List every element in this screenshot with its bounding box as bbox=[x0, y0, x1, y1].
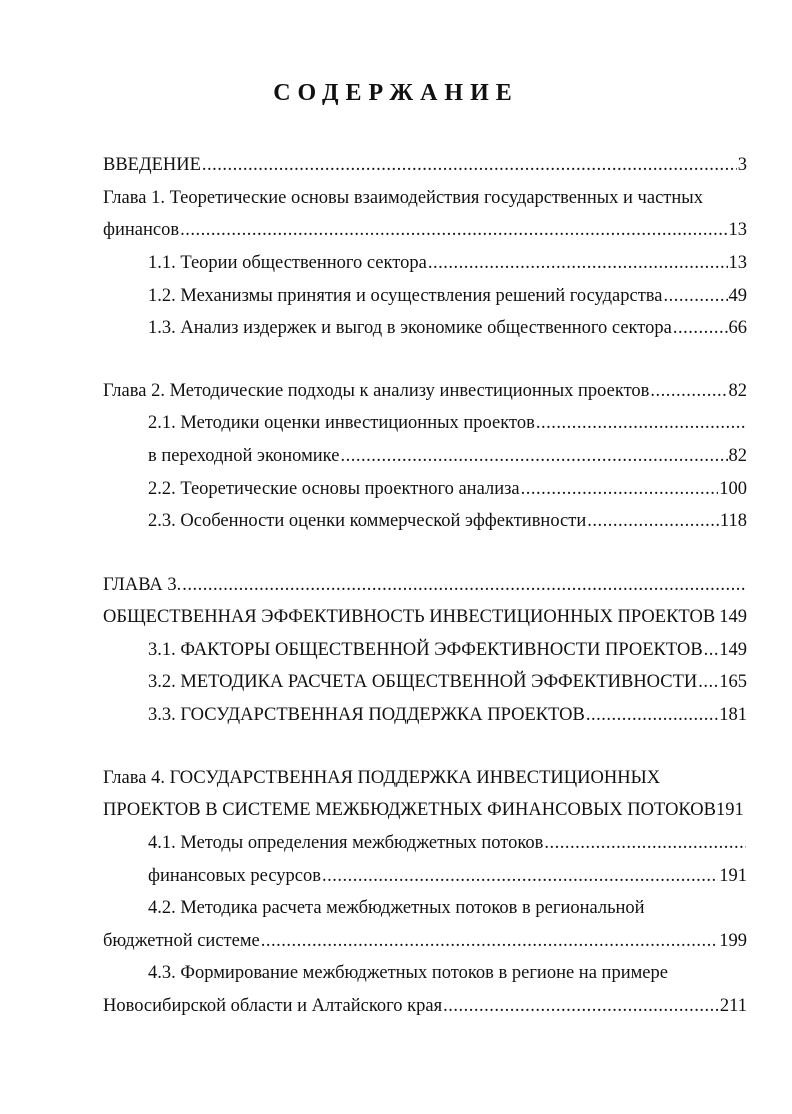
toc-entry-text: финансовых ресурсов bbox=[148, 866, 321, 886]
toc-entry-2-1-line1[interactable] bbox=[148, 410, 747, 436]
toc-entry-text: ПРОЕКТОВ В СИСТЕМЕ МЕЖБЮДЖЕТНЫХ ФИНАНСОВЫХ ПОТОКОВ bbox=[103, 800, 717, 820]
toc-entry-chapter-2[interactable] bbox=[103, 378, 747, 404]
toc-chapter-3-label[interactable] bbox=[103, 572, 747, 598]
toc-entry-text: ОБЩЕСТВЕННАЯ ЭФФЕКТИВНОСТЬ ИНВЕСТИЦИОННЫХ ПРОЕКТОВ bbox=[103, 607, 716, 627]
toc-entry-text: 4.1. Методы определения межбюджетных потоков bbox=[148, 833, 544, 853]
toc-page-number: 82 bbox=[728, 446, 747, 466]
toc-entry-text: ГЛАВА 3. bbox=[103, 575, 182, 595]
leader-dots bbox=[340, 443, 727, 469]
toc-entry-1-3[interactable] bbox=[148, 315, 747, 341]
toc-entry-text: 2.3. Особенности оценки коммерческой эффективности bbox=[148, 511, 587, 531]
toc-page-number: 211 bbox=[719, 996, 747, 1016]
leader-dots bbox=[704, 637, 719, 663]
toc-entry-introduction[interactable] bbox=[103, 152, 747, 178]
toc-entry-2-1[interactable] bbox=[148, 443, 747, 469]
toc-entry-text: 3.3. ГОСУДАРСТВЕННАЯ ПОДДЕРЖКА ПРОЕКТОВ bbox=[148, 705, 585, 725]
toc-page-number: 149 bbox=[719, 607, 747, 627]
toc-page-number: 199 bbox=[719, 931, 747, 951]
toc-page-number: 118 bbox=[719, 511, 747, 531]
leader-dots bbox=[202, 152, 737, 178]
leader-dots bbox=[322, 863, 718, 889]
toc-entry-3-3[interactable] bbox=[148, 702, 747, 728]
leader-dots bbox=[443, 993, 719, 1019]
leader-dots bbox=[650, 378, 727, 404]
toc-entry-3-1[interactable] bbox=[148, 637, 747, 663]
toc-entry-text: 3.1. ФАКТОРЫ ОБЩЕСТВЕННОЙ ЭФФЕКТИВНОСТИ ПРОЕКТОВ bbox=[148, 640, 703, 660]
toc-entry-text: 1.3. Анализ издержек и выгод в экономике общественного сектора bbox=[148, 318, 672, 338]
toc-entry-chapter-4[interactable] bbox=[103, 797, 747, 823]
toc-entry-text: ВВЕДЕНИЕ bbox=[103, 155, 201, 175]
toc-entry-text: 1.1. Теории общественного сектора bbox=[148, 253, 427, 273]
toc-chapter-4-title[interactable]: Глава 4. ГОСУДАРСТВЕННАЯ ПОДДЕРЖКА ИНВЕСТИЦИОННЫХ bbox=[103, 768, 661, 788]
toc-page-number: 13 bbox=[728, 220, 747, 240]
page-title: СОДЕРЖАНИЕ bbox=[273, 80, 519, 106]
toc-entry-text: 2.1. Методики оценки инвестиционных проектов bbox=[148, 413, 535, 433]
toc-page-number: 165 bbox=[719, 672, 747, 692]
toc-entry-text: 1.2. Механизмы принятия и осуществления решений государства bbox=[148, 286, 663, 306]
leader-dots bbox=[673, 315, 728, 341]
toc-page-number: 149 bbox=[719, 640, 747, 660]
toc-entry-text: 2.2. Теоретические основы проектного анализа bbox=[148, 479, 520, 499]
leader-dots bbox=[428, 250, 728, 276]
toc-entry-text: бюджетной системе bbox=[103, 931, 260, 951]
toc-entry-1-2[interactable] bbox=[148, 283, 747, 309]
toc-entry-4-1-line1[interactable] bbox=[148, 830, 747, 856]
toc-page-number: 181 bbox=[719, 705, 747, 725]
toc-page-number: 191 bbox=[716, 800, 744, 820]
toc-entry-4-3-line1[interactable]: 4.3. Формирование межбюджетных потоков в регионе на примере bbox=[148, 963, 668, 983]
leader-dots bbox=[536, 410, 746, 436]
leader-dots bbox=[182, 572, 746, 598]
leader-dots bbox=[544, 830, 746, 856]
toc-entry-4-2-line1[interactable]: 4.2. Методика расчета межбюджетных потоков в региональной bbox=[148, 898, 645, 918]
toc-entry-text: в переходной экономике bbox=[148, 446, 340, 466]
toc-page-number: 66 bbox=[728, 318, 747, 338]
leader-dots bbox=[587, 508, 719, 534]
toc-entry-text: 3.2. МЕТОДИКА РАСЧЕТА ОБЩЕСТВЕННОЙ ЭФФЕКТИВНОСТИ bbox=[148, 672, 698, 692]
toc-entry-2-2[interactable] bbox=[148, 476, 747, 502]
toc-chapter-1-title[interactable]: Глава 1. Теоретические основы взаимодействия государственных и частных bbox=[103, 188, 703, 208]
leader-dots bbox=[261, 928, 718, 954]
toc-entry-chapter-1[interactable] bbox=[103, 217, 747, 243]
toc-entry-chapter-3[interactable] bbox=[103, 604, 747, 630]
toc-page-number: 49 bbox=[728, 286, 747, 306]
leader-dots bbox=[664, 283, 728, 309]
toc-page-number: 82 bbox=[728, 381, 747, 401]
toc-entry-3-2[interactable] bbox=[148, 669, 747, 695]
toc-page-number: 13 bbox=[728, 253, 747, 273]
leader-dots bbox=[180, 217, 727, 243]
toc-entry-2-3[interactable] bbox=[148, 508, 747, 534]
toc-entry-text: Новосибирской области и Алтайского края bbox=[103, 996, 443, 1016]
toc-entry-text: финансов bbox=[103, 220, 180, 240]
leader-dots bbox=[586, 702, 718, 728]
toc-page-number: 3 bbox=[737, 155, 747, 175]
leader-dots bbox=[521, 476, 719, 502]
toc-entry-4-2[interactable] bbox=[103, 928, 747, 954]
toc-entry-1-1[interactable] bbox=[148, 250, 747, 276]
toc-entry-text: Глава 2. Методические подходы к анализу инвестиционных проектов bbox=[103, 381, 650, 401]
toc-page-number: 191 bbox=[719, 866, 747, 886]
toc-entry-4-3[interactable] bbox=[103, 993, 747, 1019]
leader-dots bbox=[698, 669, 718, 695]
toc-page-number: 100 bbox=[719, 479, 747, 499]
toc-entry-4-1[interactable] bbox=[148, 863, 747, 889]
